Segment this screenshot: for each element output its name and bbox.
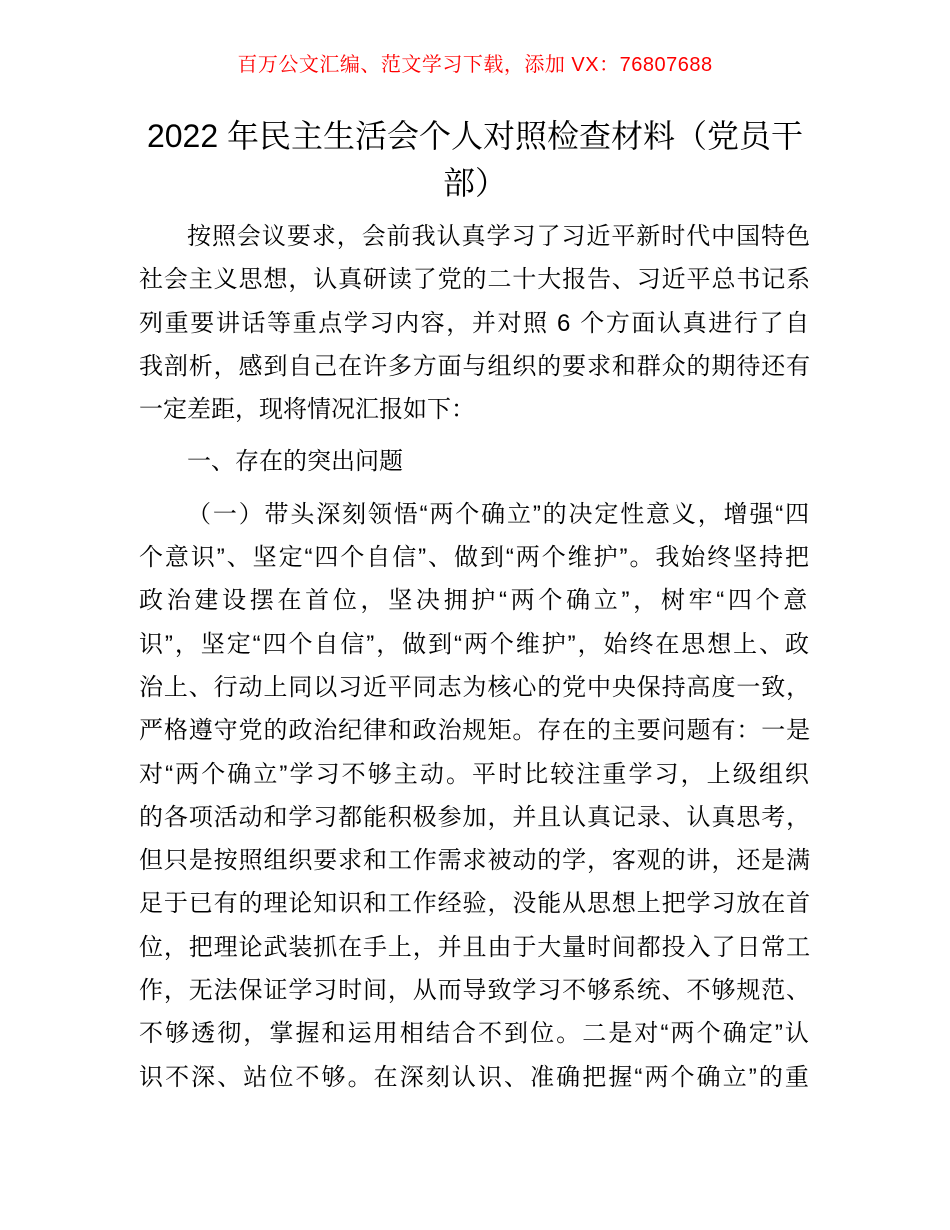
text-line: 个意识”、坚定“四个自信”、做到“两个维护”。我始终坚持把	[139, 544, 811, 572]
title-line: 部）	[442, 165, 507, 201]
text-line: 作，无法保证学习时间，从而导致学习不够系统、不够规范、	[139, 977, 811, 1005]
section-heading-1	[139, 440, 811, 483]
text-line: 识”，坚定“四个自信”，做到“两个维护”，始终在思想上、政	[139, 630, 811, 658]
text-line: 一定差距，现将情况汇报如下：	[139, 396, 475, 424]
title-line: 2022 年民主生活会个人对照检查材料（党员干	[146, 118, 804, 154]
text-line: 治上、行动上同以习近平同志为核心的党中央保持高度一致，	[139, 673, 811, 701]
text-line: 的各项活动和学习都能积极参加，并且认真记录、认真思考，	[139, 803, 811, 831]
text-line: 位，把理论武装抓在手上，并且由于大量时间都投入了日常工	[139, 933, 811, 961]
paragraph-section-1-1	[139, 493, 811, 1099]
text-line: 对“两个确立”学习不够主动。平时比较注重学习，上级组织	[139, 760, 811, 788]
document-body	[139, 215, 811, 1099]
text-line: 社会主义思想，认真研读了党的二十大报告、习近平总书记系	[139, 266, 811, 294]
text-line: 一、存在的突出问题	[187, 448, 403, 476]
text-line: 严格遵守党的政治纪律和政治规矩。存在的主要问题有：一是	[139, 717, 811, 745]
text-line: 不够透彻，掌握和运用相结合不到位。二是对“两个确定”认	[139, 1020, 811, 1048]
header-notice: 百万公文汇编、范文学习下载，添加 VX：76807688	[237, 54, 713, 76]
text-line: 列重要讲话等重点学习内容，并对照 6 个方面认真进行了自	[139, 309, 811, 337]
text-line: 我剖析，感到自己在许多方面与组织的要求和群众的期待还有	[139, 352, 811, 380]
text-line: 识不深、站位不够。在深刻认识、准确把握“两个确立”的重	[139, 1063, 811, 1091]
document-title	[0, 113, 950, 207]
paragraph-intro	[139, 215, 811, 431]
text-line: 按照会议要求，会前我认真学习了习近平新时代中国特色	[187, 223, 811, 250]
text-line: 但只是按照组织要求和工作需求被动的学，客观的讲，还是满	[139, 847, 811, 875]
text-line: 政治建设摆在首位，坚决拥护“两个确立”，树牢“四个意	[139, 587, 811, 615]
text-line: 足于已有的理论知识和工作经验，没能从思想上把学习放在首	[139, 890, 811, 918]
text-line: （一）带头深刻领悟“两个确立”的决定性意义，增强“四	[187, 500, 811, 528]
